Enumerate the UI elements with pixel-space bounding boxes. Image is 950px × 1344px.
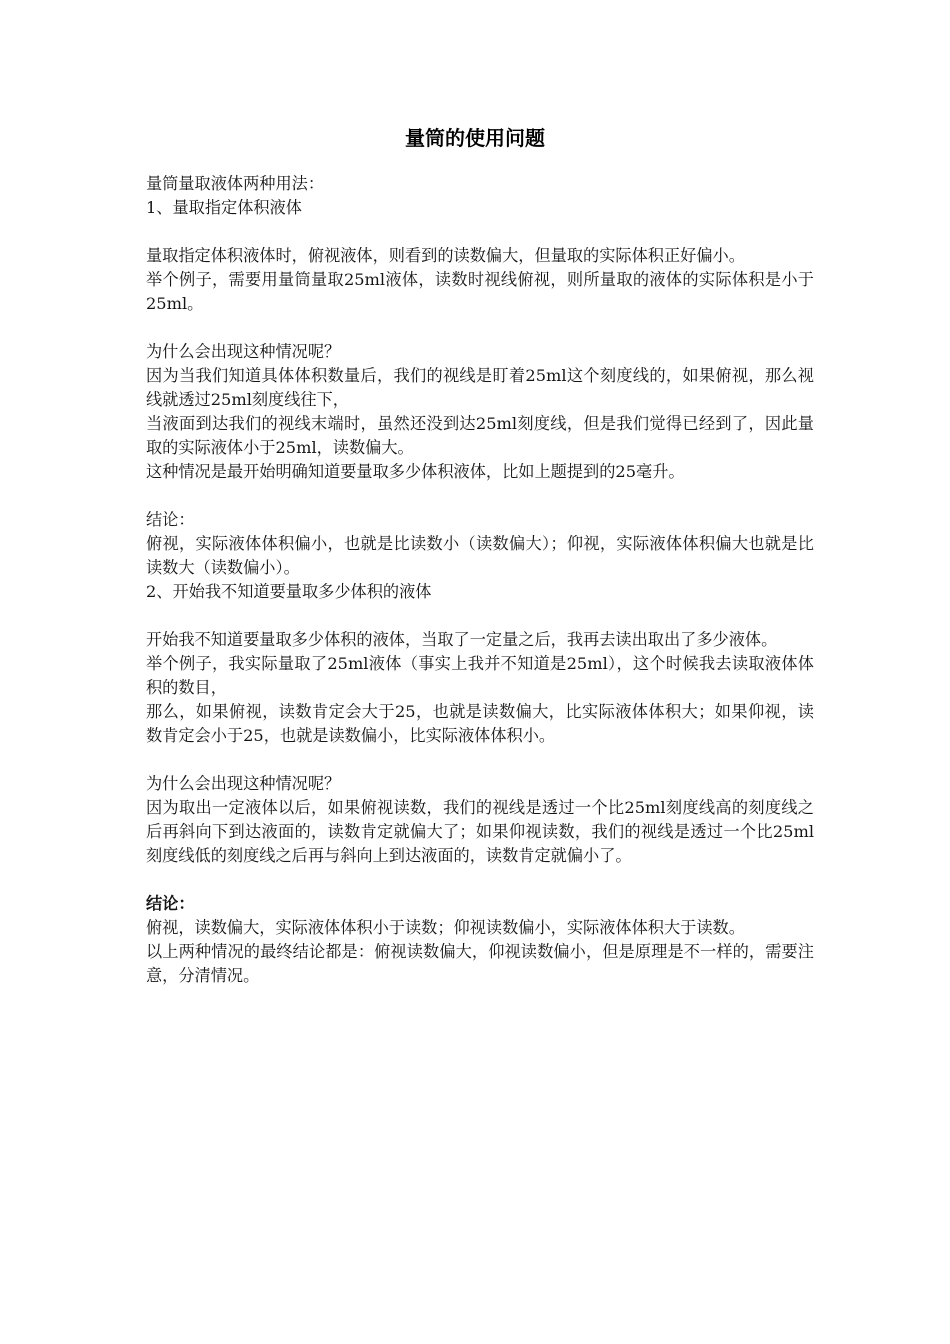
case1-conclusion-label: 结论： — [146, 510, 195, 529]
case1-paragraph-4: 当液面到达我们的视线末端时，虽然还没到达25ml刻度线，但是我们觉得已经到了，因此量取的实际液体小于25ml，读数偏大。 — [146, 414, 814, 457]
spacer — [146, 868, 814, 892]
case1-paragraph-1: 量取指定体积液体时，俯视液体，则看到的读数偏大，但量取的实际体积正好偏小。 — [146, 246, 745, 265]
case1-conclusion: 俯视，实际液体体积偏小，也就是比读数小（读数偏大）；仰视，实际液体体积偏大也就是比读数大（读数偏小）。 — [146, 534, 814, 577]
spacer — [146, 220, 814, 244]
final-conclusion: 以上两种情况的最终结论都是：俯视读数偏大，仰视读数偏小，但是原理是不一样的，需要注意，分清情况。 — [146, 942, 814, 985]
document-body — [146, 172, 814, 988]
case2-paragraph-4: 因为取出一定液体以后，如果俯视读数，我们的视线是透过一个比25ml刻度线高的刻度线之后再斜向下到达液面的，读数肯定就偏大了；如果仰视读数，我们的视线是透过一个比25ml刻度线低的刻度线之后再与斜向上到达液面的，读数肯定就偏小了。 — [146, 798, 814, 865]
case1-paragraph-5: 这种情况是最开始明确知道要量取多少体积液体，比如上题提到的25毫升。 — [146, 462, 685, 481]
case2-conclusion: 俯视，读数偏大，实际液体体积小于读数；仰视读数偏小，实际液体体积大于读数。 — [146, 918, 745, 937]
case1-heading: 1、量取指定体积液体 — [146, 198, 302, 217]
spacer — [146, 748, 814, 772]
spacer — [146, 604, 814, 628]
case1-why-question: 为什么会出现这种情况呢？ — [146, 342, 341, 361]
case1-paragraph-2: 举个例子，需要用量筒量取25ml液体，读数时视线俯视，则所量取的液体的实际体积是小于25ml。 — [146, 270, 814, 313]
case2-heading: 2、开始我不知道要量取多少体积的液体 — [146, 582, 432, 601]
case2-paragraph-3: 那么，如果俯视，读数肯定会大于25，也就是读数偏大，比实际液体体积大；如果仰视，读数肯定会小于25，也就是读数偏小，比实际液体体积小。 — [146, 702, 814, 745]
document-title: 量筒的使用问题 — [405, 126, 545, 150]
case2-paragraph-2: 举个例子，我实际量取了25ml液体（事实上我并不知道是25ml），这个时候我去读取液体体积的数目， — [146, 654, 814, 697]
case2-paragraph-1: 开始我不知道要量取多少体积的液体，当取了一定量之后，我再去读出取出了多少液体。 — [146, 630, 778, 649]
spacer — [146, 484, 814, 508]
case1-paragraph-3: 因为当我们知道具体体积数量后，我们的视线是盯着25ml这个刻度线的，如果俯视，那么视线就透过25ml刻度线往下， — [146, 366, 814, 409]
intro-line: 量筒量取液体两种用法： — [146, 174, 325, 193]
case2-why-question: 为什么会出现这种情况呢？ — [146, 774, 341, 793]
spacer — [146, 316, 814, 340]
case2-conclusion-label: 结论： — [146, 894, 195, 913]
